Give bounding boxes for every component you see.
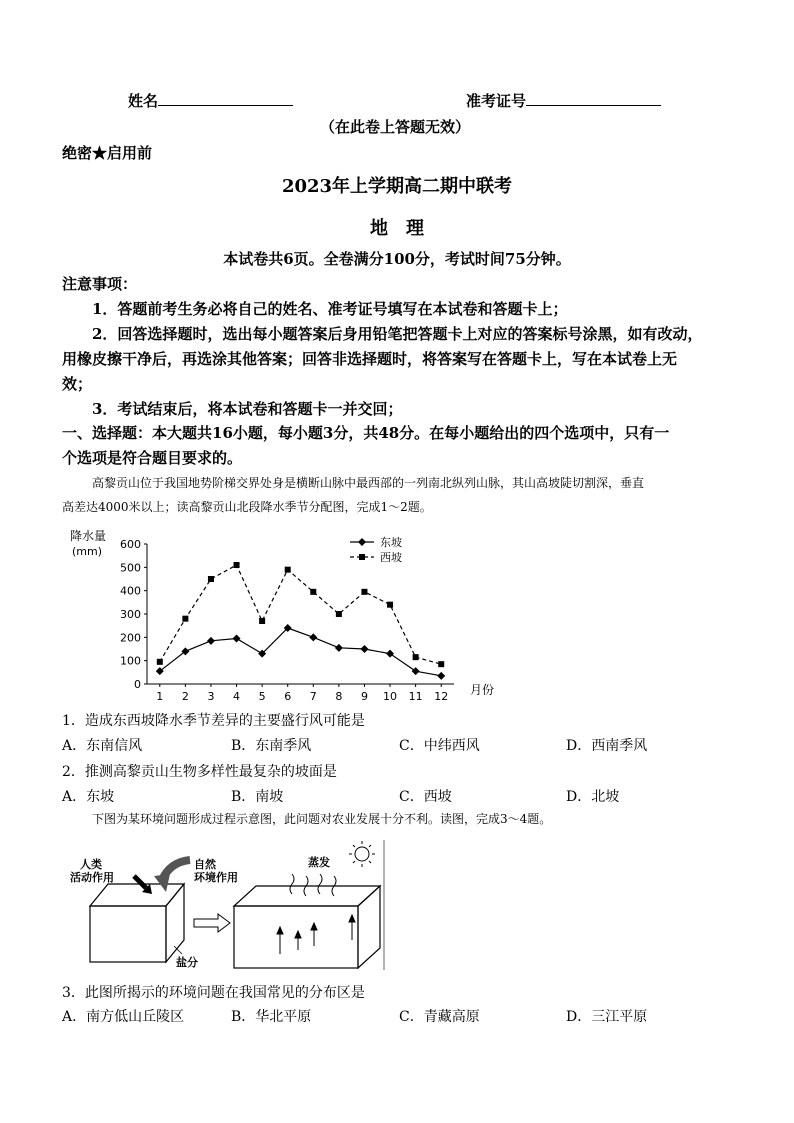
x-tick-label: 7 bbox=[309, 690, 317, 702]
data-point bbox=[413, 654, 419, 660]
y-tick-label: 0 bbox=[134, 678, 141, 691]
data-point bbox=[412, 667, 420, 675]
q1-option-b[interactable]: B．东南季风 bbox=[231, 738, 312, 754]
data-point bbox=[259, 618, 265, 624]
evaporation-label: 蒸发 bbox=[308, 856, 330, 869]
data-point bbox=[386, 650, 394, 658]
y-tick-label: 300 bbox=[120, 608, 141, 621]
exam-info: 本试卷共6页。全卷满分100分，考试时间75分钟。 bbox=[223, 250, 571, 268]
x-tick-label: 11 bbox=[408, 690, 423, 702]
data-point bbox=[182, 616, 188, 622]
q3-stem: 3．此图所揭示的环境问题在我国常见的分布区是 bbox=[62, 985, 365, 1001]
chart-legend bbox=[350, 535, 402, 564]
data-point bbox=[234, 562, 240, 568]
left-box bbox=[90, 884, 184, 962]
intro2: 下图为某环境问题形成过程示意图，此问题对农业发展十分不利。读图，完成3～4题。 bbox=[92, 812, 552, 826]
notice-heading: 注意事项： bbox=[62, 275, 138, 293]
data-point bbox=[335, 644, 343, 652]
x-tick-label: 3 bbox=[207, 690, 215, 702]
y-tick-label: 400 bbox=[120, 584, 141, 598]
data-point bbox=[438, 661, 444, 667]
exam-id-blank bbox=[526, 91, 661, 106]
sun-icon bbox=[349, 841, 375, 867]
secret-mark: 绝密★启用前 bbox=[62, 144, 153, 162]
x-tick-label: 2 bbox=[181, 690, 189, 702]
q1-option-d[interactable]: D．西南季风 bbox=[566, 738, 648, 754]
data-point bbox=[157, 659, 163, 665]
human-activity-line2: 活动作用 bbox=[70, 871, 114, 884]
data-point bbox=[437, 672, 445, 680]
section1-line-2: 个选项是符合题目要求的。 bbox=[62, 449, 243, 467]
human-activity-line1: 人类 bbox=[80, 858, 102, 871]
precipitation-chart bbox=[62, 522, 512, 702]
notice-item-2-line-2: 用橡皮擦干净后，再选涂其他答案；回答非选择题时，将答案写在答题卡上，写在本试卷上无 bbox=[62, 350, 678, 368]
data-point bbox=[361, 589, 367, 595]
q2-stem: 2．推测高黎贡山生物多样性最复杂的坡面是 bbox=[62, 764, 337, 780]
series-line-2 bbox=[160, 565, 441, 664]
y-tick-label: 600 bbox=[120, 538, 141, 551]
exam-id-field bbox=[466, 90, 661, 111]
q3-option-d[interactable]: D．三江平原 bbox=[566, 1009, 648, 1025]
q1-option-a[interactable]: A．东南信风 bbox=[62, 738, 143, 754]
chart-xlabel: 月份 bbox=[470, 683, 495, 697]
evaporation-icon bbox=[290, 874, 336, 896]
data-point bbox=[360, 645, 368, 653]
notice-item-3: 3．考试结束后，将本试卷和答题卡一并交回； bbox=[92, 400, 403, 418]
human-activity-arrow-icon bbox=[134, 876, 152, 894]
notice-item-2-line-1: 2．回答选择题时，选出每小题答案后身用铅笔把答题卡上对应的答案标号涂黑，如有改动， bbox=[92, 325, 703, 343]
name-field bbox=[128, 90, 293, 111]
series-line-1 bbox=[160, 628, 441, 676]
q1-stem: 1．造成东西坡降水季节差异的主要盛行风可能是 bbox=[62, 713, 365, 729]
section1-line-1: 一、选择题：本大题共16小题，每小题3分，共48分。在每小题给出的四个选项中，只有一 bbox=[62, 424, 670, 442]
data-point bbox=[207, 637, 215, 645]
salt-rise-arrows-icon bbox=[277, 915, 355, 954]
natural-environment-line2: 环境作用 bbox=[194, 871, 238, 884]
notice-item-2-line-3: 效； bbox=[62, 375, 93, 393]
chart-ylabel-line2: (mm) bbox=[72, 545, 103, 558]
name-blank bbox=[158, 91, 293, 106]
data-point bbox=[387, 602, 393, 608]
intro1-line-2: 高差达4000米以上；读高黎贡山北段降水季节分配图，完成1～2题。 bbox=[62, 500, 432, 514]
invalid-note: （在此卷上答题无效） bbox=[320, 118, 471, 136]
x-tick-label: 4 bbox=[233, 690, 241, 702]
salinization-diagram bbox=[62, 836, 392, 972]
notice-item-1: 1．答题前考生务必将自己的姓名、准考证号填写在本试卷和答题卡上； bbox=[92, 300, 568, 318]
process-arrow-icon bbox=[194, 914, 230, 932]
exam-title: 2023年上学期高二期中联考 bbox=[281, 176, 513, 197]
q3-option-a[interactable]: A．南方低山丘陵区 bbox=[62, 1009, 185, 1025]
q2-option-a[interactable]: A．东坡 bbox=[62, 789, 115, 805]
q2-option-b[interactable]: B．南坡 bbox=[231, 789, 284, 805]
data-point bbox=[336, 611, 342, 617]
data-point bbox=[233, 635, 241, 643]
chart-xticks bbox=[156, 684, 448, 702]
x-tick-label: 8 bbox=[335, 690, 343, 702]
y-tick-label: 100 bbox=[120, 654, 141, 668]
exam-id-label: 准考证号 bbox=[466, 92, 527, 110]
legend-label: 东坡 bbox=[380, 536, 402, 549]
legend-label: 西坡 bbox=[380, 551, 402, 564]
data-point bbox=[285, 567, 291, 573]
q2-option-c[interactable]: C．西坡 bbox=[399, 789, 452, 805]
legend-marker bbox=[359, 554, 365, 560]
y-tick-label: 500 bbox=[120, 561, 141, 575]
chart-yticks bbox=[120, 538, 147, 691]
x-tick-label: 9 bbox=[360, 690, 368, 702]
data-point bbox=[310, 589, 316, 595]
q3-option-c[interactable]: C．青藏高原 bbox=[399, 1009, 480, 1025]
x-tick-label: 12 bbox=[434, 690, 449, 702]
q1-option-c[interactable]: C．中纬西风 bbox=[399, 738, 480, 754]
natural-environment-line1: 自然 bbox=[194, 858, 216, 871]
q3-option-b[interactable]: B．华北平原 bbox=[231, 1009, 312, 1025]
y-tick-label: 200 bbox=[120, 631, 141, 645]
chart-axes bbox=[147, 544, 454, 684]
x-tick-label: 1 bbox=[156, 690, 164, 702]
name-label: 姓名 bbox=[128, 92, 159, 110]
q2-option-d[interactable]: D．北坡 bbox=[566, 789, 620, 805]
right-box bbox=[234, 886, 380, 968]
x-tick-label: 10 bbox=[383, 690, 398, 702]
chart-ylabel-line1: 降水量 bbox=[70, 529, 107, 543]
legend-marker bbox=[358, 538, 366, 546]
x-tick-label: 5 bbox=[258, 690, 266, 702]
x-tick-label: 6 bbox=[284, 690, 292, 702]
subject-title: 地 理 bbox=[370, 218, 424, 239]
natural-environment-arrow-icon bbox=[154, 860, 190, 892]
salt-label: 盐分 bbox=[176, 956, 198, 969]
data-point bbox=[309, 633, 317, 641]
chart-series bbox=[156, 562, 445, 680]
intro1-line-1: 高黎贡山位于我国地势阶梯交界处身是横断山脉中最西部的一列南北纵列山脉，其山高坡陡切割深，垂直 bbox=[92, 476, 645, 490]
data-point bbox=[208, 576, 214, 582]
